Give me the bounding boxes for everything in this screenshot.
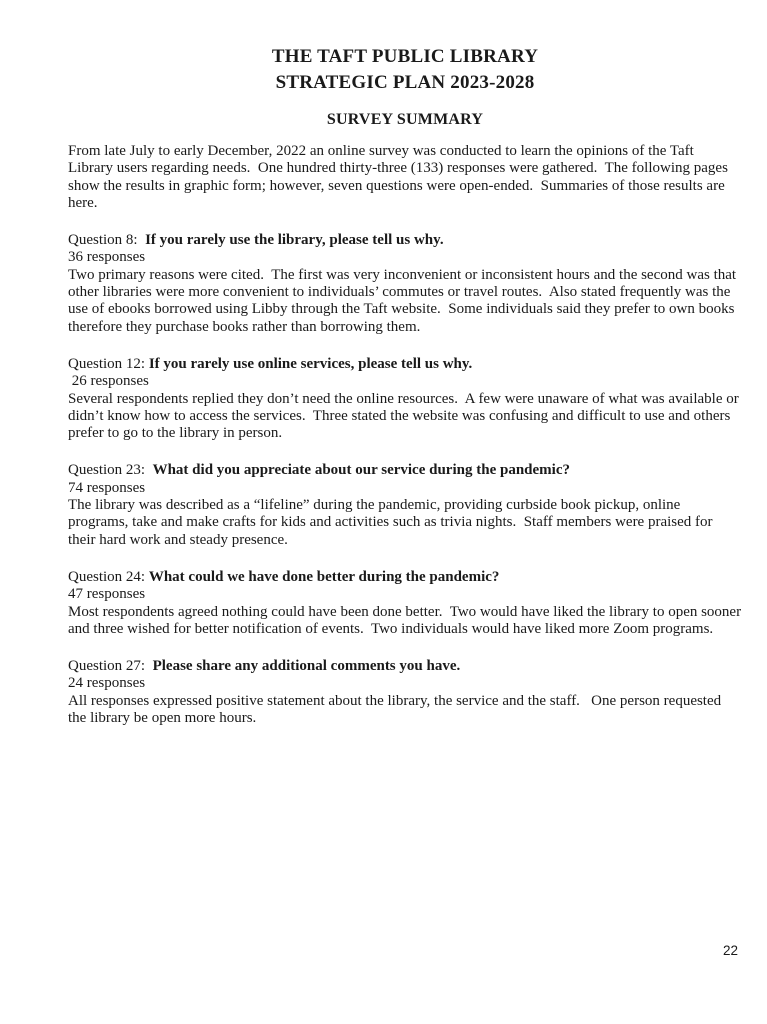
document-title-line1: THE TAFT PUBLIC LIBRARY [271,46,539,67]
section-summary: Most respondents agreed nothing could have been done better. Two would have liked the library to open sooner and three wished for better notification of events. Two individuals would have liked more Zoom programs. [68,603,745,637]
section-summary: Several respondents replied they don’t need the online resources. A few were unaware of what was available or didn’t know how to access the services. Three stated the website was confusing and difficult to use and others prefer to go to the library in person. [68,390,743,442]
section-summary: Two primary reasons were cited. The first was very inconvenient or inconsistent hours and the second was that other libraries were more convenient to individuals’ commutes or travel routes. Also stated frequently was the use of ebooks borrowed using Libby through the Taft website. Some individuals said they prefer to own books therefore they purchase books rather than borrowing them. [68,266,740,335]
question-number-label: Question 8: [68,232,146,249]
question-section-12 [68,356,742,442]
question-title: If you rarely use the library, please tell us why. [145,232,444,249]
page-content [68,44,745,727]
response-count: 47 responses [68,586,146,603]
question-heading [68,462,742,479]
question-section-24 [68,568,745,638]
question-title: If you rarely use online services, please tell us why. [148,355,473,372]
question-heading [68,232,742,249]
question-section-27 [68,658,742,727]
response-count: 24 responses [68,675,146,692]
question-section-8 [68,232,742,336]
question-heading [68,569,742,586]
question-title: Please share any additional comments you have. [152,658,461,675]
intro-paragraph: From late July to early December, 2022 an online survey was conducted to learn the opinions of the Taft Library users regarding needs. One hundred thirty-three (133) responses were gathered. The following pages show the results in graphic form; however, seven questions were open-ended. Summaries of those results are here. [68,143,732,211]
document-title [68,44,742,96]
section-summary: All responses expressed positive statement about the library, the service and the staff. One person requested the library be open more hours. [68,692,725,727]
response-count: 26 responses [68,373,149,390]
question-number-label: Question 27: [68,658,153,675]
question-section-23 [68,462,742,548]
response-count: 74 responses [68,479,146,496]
question-number-label: Question 24: [68,568,149,585]
document-title-line2: STRATEGIC PLAN 2023-2028 [275,72,535,93]
response-count: 36 responses [68,249,146,266]
question-number-label: Question 23: [68,462,153,479]
document-subtitle: SURVEY SUMMARY [326,111,484,128]
question-title: What did you appreciate about our service during the pandemic? [152,462,570,479]
question-heading [68,658,742,675]
section-summary: The library was described as a “lifeline” during the pandemic, providing curbside book pickup, online programs, take and make crafts for kids and activities such as trivia nights. Staff members were praised for their hard work and steady presence. [68,497,717,548]
question-number-label: Question 12: [68,355,149,372]
question-title: What could we have done better during the pandemic? [148,568,500,585]
page-number: 22 [722,943,738,958]
question-heading [68,356,742,373]
